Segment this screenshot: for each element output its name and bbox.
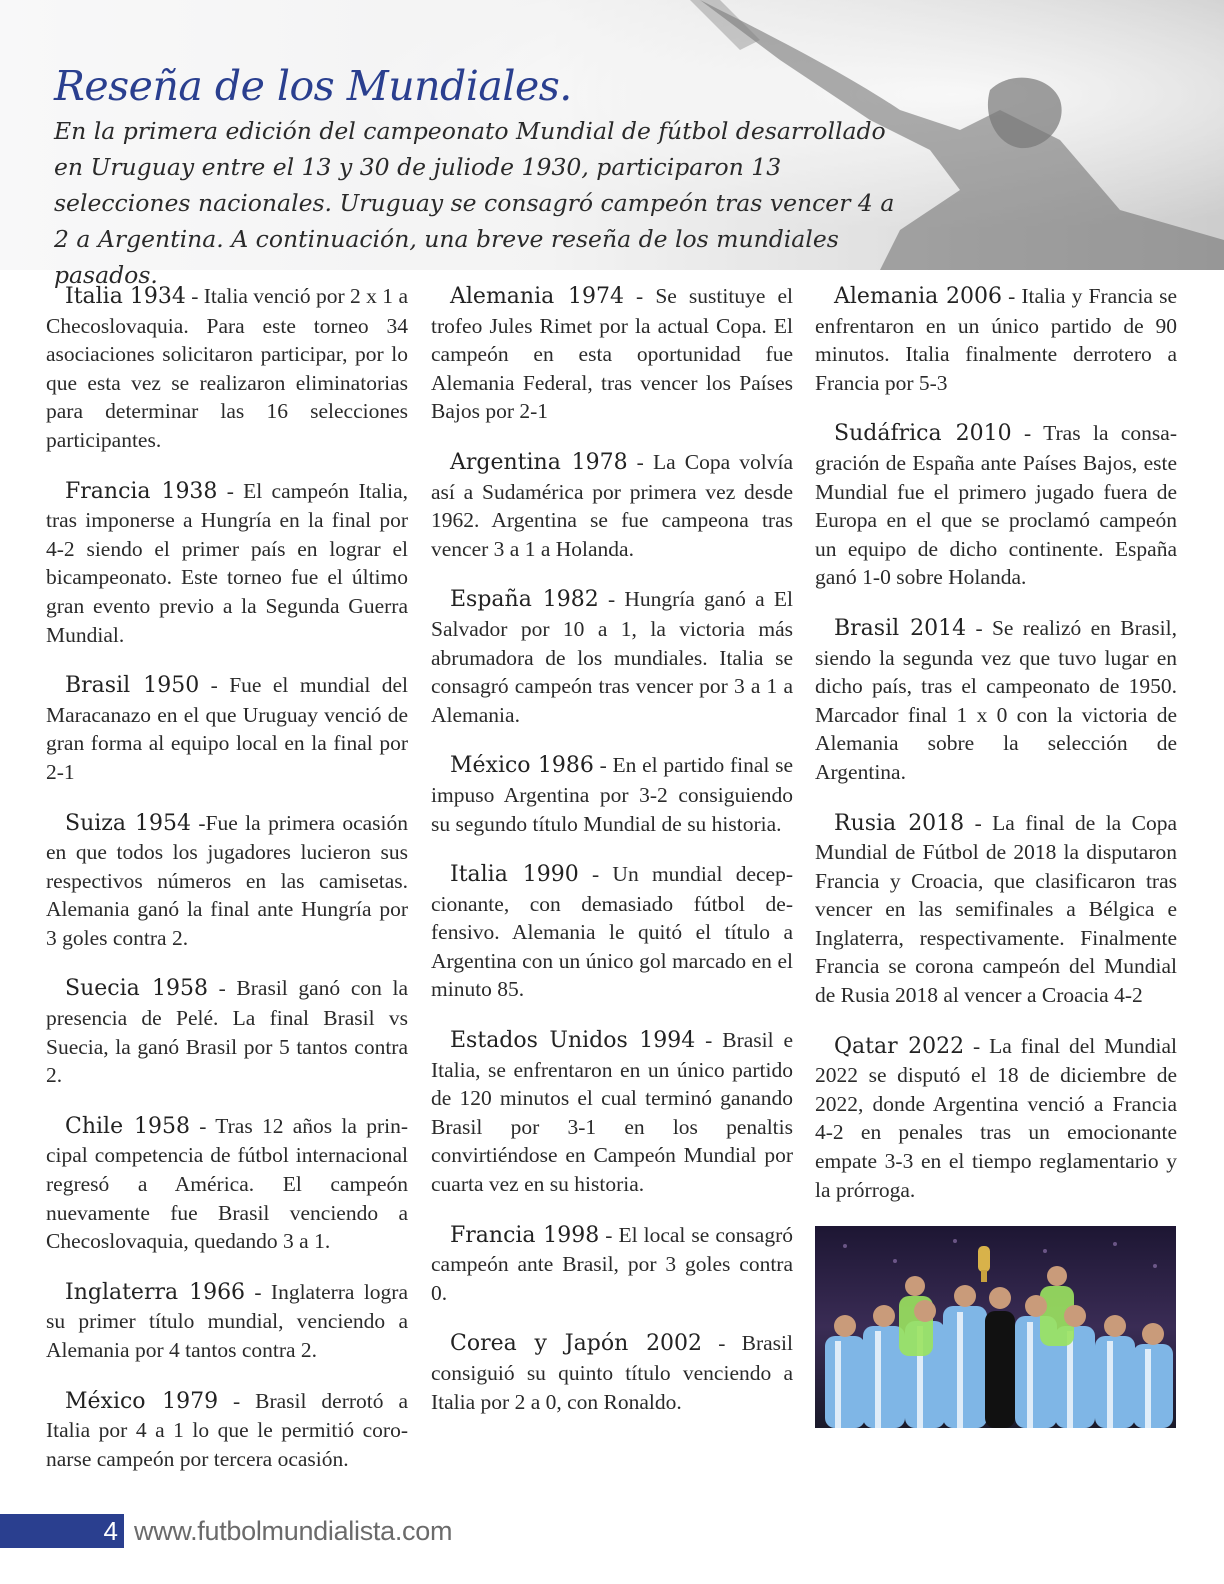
entry-heading: Brasil 1950 <box>65 673 200 699</box>
entry-heading: Suecia 1958 <box>65 976 208 1002</box>
entry-text: - La final del Mundial 2022 se disputó el 18 de diciembre de 2022, donde Argentina venció a Francia 4-2 en penales tras un emocionante empate 3-3 en el tiempo reglamentario y la prórroga. <box>815 1033 1178 1202</box>
entry-heading: Estados Unidos 1994 <box>450 1028 696 1054</box>
entry-heading: México 1979 <box>65 1388 219 1414</box>
entry-text: - Un mundial decepcionante, con demasiado fútbol defensivo. Alemania le quitó el título a Argentina con un único gol marcado en el minuto 85. <box>431 862 793 1002</box>
entry-text: - Italia y Francia se enfrentaron en un único partido de 90 minutos. Italia finalmente derrotero a Francia por 5-3 <box>815 284 1177 395</box>
world-cup-entry <box>431 585 793 729</box>
entry-text: - Hungría ganó a El Salvador por 10 a 1, la victoria más abrumadora de los mundiales. Italia se consagró campeón tras vencer por 3 a 1 a Alemania. <box>431 587 793 727</box>
world-cup-entry <box>46 477 408 650</box>
world-cup-entry <box>815 809 1177 1010</box>
entry-heading: España 1982 <box>450 587 599 613</box>
page-number: 4 <box>103 1516 118 1546</box>
entry-text: - Brasil ganó con la presencia de Pelé. La final Brasil vs Suecia, la ganó Brasil por 5 tantos contra 2. <box>46 976 409 1088</box>
entry-text: - El campeón Italia, tras imponerse a Hungría en la final por 4-2 siendo el primer país en lograr el bicampeonato. Este torneo fue el último gran evento previo a la Segunda Guerra Mundial. <box>46 478 408 647</box>
entry-heading: Alemania 2006 <box>834 284 1002 309</box>
world-cup-entry <box>431 282 793 426</box>
entry-heading: Inglaterra 1966 <box>65 1279 246 1305</box>
entry-heading: Argentina 1978 <box>450 449 628 475</box>
entry-text: - Brasil e Italia, se enfrentaron en un único partido de 120 minutos el cual terminó ganando Brasil por 3-1 en los penaltis convirtiéndose en Campeón Mundial por cuarta vez en su historia. <box>431 1028 794 1197</box>
entry-heading: Francia 1998 <box>450 1222 600 1248</box>
entry-text: - En el partido final se impuso Argentina por 3-2 consiguiendo su segundo título Mundial de su historia. <box>431 753 793 836</box>
world-cup-entry <box>46 809 408 953</box>
website-url: www.futbolmundialista.com <box>134 1516 453 1546</box>
entry-heading: Francia 1938 <box>65 478 218 504</box>
entry-text: - Italia venció por 2 x 1 a Checoslovaquia. Para este torneo 34 asociaciones solicitaron participar, por lo que esta vez se realizaron eliminatorias para determinar las 16 selecciones participantes. <box>46 284 408 452</box>
world-cup-entry <box>431 448 793 563</box>
world-cup-entry <box>815 1032 1177 1205</box>
entry-text: - Brasil consiguió su quinto título venciendo a Italia por 2 a 0, con Ronaldo. <box>431 1331 793 1414</box>
column-1 <box>46 282 408 1495</box>
world-cup-entry <box>46 282 408 455</box>
world-cup-entry <box>815 614 1177 787</box>
intro-paragraph: En la primera edición del campeonato Mundial de fútbol desarrollado en Uruguay entre el 13 y 30 de juliode 1930, participaron 13 selecciones nacionales. Uruguay se consagró campeón tras vencer 4 a 2 a Argentina. A continuación, una breve reseña de los mundiales pasados. <box>54 117 895 289</box>
world-cup-entry <box>431 1221 793 1308</box>
entry-text: - La Copa volvía así a Sudamérica por primera vez desde 1962. Argentina se fue campeona tras vencer 3 a 1 a Holanda. <box>431 449 793 561</box>
entry-heading: Brasil 2014 <box>834 615 967 641</box>
entry-heading: Rusia 2018 <box>834 810 965 836</box>
entry-text: - Inglaterra logra su primer título mundial, venciendo a Alemania por 4 tantos contra 2. <box>46 1279 408 1362</box>
entry-text: - Se sustituye el trofeo Jules Rimet por la actual Copa. El campeón en esta oportunidad fue Alemania Federal, tras vencer los Países Bajos por 2-1 <box>431 284 793 424</box>
entry-heading: Chile 1958 <box>65 1113 190 1139</box>
world-cup-entry <box>431 1329 793 1416</box>
header-banner <box>0 0 1224 289</box>
entry-heading: México 1986 <box>450 753 594 779</box>
entry-heading: Corea y Japón 2002 <box>450 1331 703 1357</box>
entry-heading: Sudáfrica 2010 <box>834 421 1012 447</box>
world-cup-entry <box>46 1387 408 1474</box>
world-cup-entry <box>46 1278 408 1365</box>
entry-heading: Italia 1990 <box>450 862 579 888</box>
world-cup-entry <box>431 1026 793 1199</box>
world-cup-entry <box>46 671 408 786</box>
world-cup-entry <box>431 860 793 1004</box>
entry-text: - Tras la consagración de España ante Países Bajos, este Mundial fue el primero jugado fuera de Europa en el que se proclamó campeón un equipo de dicho continente. España ganó 1-0 sobre Holanda. <box>815 421 1177 590</box>
entry-text: - El local se consagró campeón ante Brasil, por 3 goles contra 0. <box>431 1222 793 1305</box>
world-cup-entry <box>46 974 408 1089</box>
column-2 <box>431 282 793 1438</box>
entry-heading: Qatar 2022 <box>834 1033 965 1059</box>
entry-text: - La final de la Copa Mundial de Fútbol de 2018 la disputaron Francia y Croacia, que clasificaron tras vencer en las semifinales a Bélgica e Inglaterra, respectivamente. Finalmente Francia se corona campeón del Mundial de Rusia 2018 al vencer a Croacia 4-2 <box>815 810 1177 1008</box>
entry-text: - Se realizó en Brasil, siendo la segunda vez que tuvo lugar en dicho país, tras el campeonato de 1950. Marcador final 1 x 0 con la victoria de Alemania sobre la selección de Argentina. <box>815 615 1177 784</box>
world-cup-entry <box>815 282 1177 397</box>
world-cup-entry <box>431 751 793 838</box>
entry-text: - Fue el mundial del Maracanazo en el que Uruguay venció de gran forma al equipo local en la final por 2-1 <box>46 673 408 784</box>
page-number-bar <box>0 1514 124 1548</box>
entry-heading: Italia 1934 <box>65 284 186 309</box>
argentina-champions-photo <box>815 1226 1176 1428</box>
entry-text: -Fue la primera ocasión en que todos los jugadores lucieron sus respectivos números en las camisetas. Alemania ganó la final ante Hungría por 3 goles contra 2. <box>46 810 408 950</box>
entry-text: - Brasil derrotó a Italia por 4 a 1 lo que le permitió coronarse campeón por tercera ocasión. <box>46 1388 408 1471</box>
world-cup-entry <box>46 1112 408 1256</box>
world-cup-entry <box>815 419 1177 592</box>
entry-heading: Alemania 1974 <box>450 284 624 309</box>
entry-heading: Suiza 1954 <box>65 810 191 836</box>
entry-text: - Tras 12 años la principal competencia de fútbol internacional regresó a América. El campeón nuevamente fue Brasil venciendo a Checoslovaquia, quedando 3 a 1. <box>46 1113 408 1254</box>
page-title: Reseña de los Mundiales. <box>54 62 572 110</box>
column-3 <box>815 282 1177 1428</box>
